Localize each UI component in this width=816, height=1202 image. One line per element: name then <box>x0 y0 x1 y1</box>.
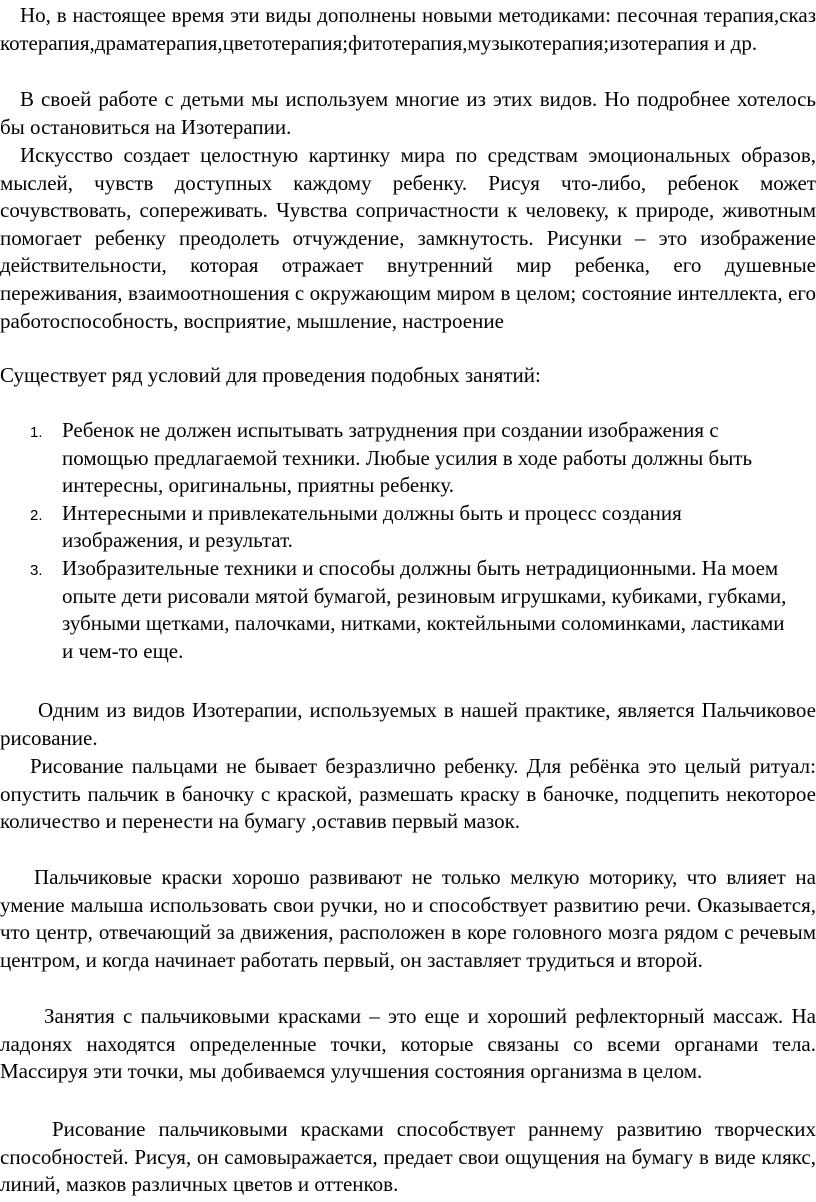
paragraph-creativity: Рисование пальчиковыми красками способствует раннему развитию творческих способностей. Рисуя, он самовыражается, предает свои ощущения на бумагу в виде клякс, линий, мазков различных цветов и оттенков. <box>0 1117 816 1197</box>
list-item-number: 3. <box>30 561 43 579</box>
list-item-text: Ребенок не должен испытывать затруднения при создании изображения с помощью предлагаемой техники. Любые усилия в ходе работы должны быть интересны, оригинальны, приятны ребенку. <box>62 418 753 498</box>
paragraph-isotherapy-focus: В своей работе с детьми мы используем многие из этих видов. Но подробнее хотелось бы остановиться на Изотерапии. <box>0 87 816 139</box>
paragraph-conditions-heading: Существует ряд условий для проведения подобных занятий: <box>0 363 541 387</box>
paragraph-massage: Занятия с пальчиковыми красками – это еще и хороший рефлекторный массаж. На ладонях находятся определенные точки, которые связаны со всеми органами тела. Массируя эти точки, мы добиваемся улучшения состояния организма в целом. <box>0 1004 816 1084</box>
list-item <box>0 417 816 500</box>
list-item <box>0 555 816 665</box>
list-item <box>0 500 816 555</box>
list-item-number: 2. <box>30 506 43 524</box>
list-item-text: Интересными и привлекательными должны быть и процесс создания изображения, и результат. <box>62 500 682 553</box>
paragraph-motor-skills: Пальчиковые краски хорошо развивают не только мелкую моторику, что влияет на умение малыша использовать свои ручки, но и способствует развитию речи. Оказывается, что центр, отвечающий за движения, расположен в коре головного мозга рядом с речевым центром, и когда начинает работать первый, он заставляет трудиться и второй. <box>0 865 816 972</box>
conditions-list <box>0 417 816 665</box>
paragraph-art-description: Искусство создает целостную картинку мира по средствам эмоциональных образов, мыслей, чувств доступных каждому ребенку. Рисуя что-либо, ребенок может сочувствовать, сопереживать. Чувства сопричастности к человеку, к природе, животным помогает ребенку преодолеть отчуждение, замкнутость. Рисунки – это изображение действительности, которая отражает внутренний мир ребенка, его душевные переживания, взаимоотношения с окружающим миром в целом; состояние интеллекта, его работоспособность, восприятие, мышление, настроение <box>0 143 816 333</box>
paragraph-finger-painting-ritual: Рисование пальцами не бывает безразлично ребенку. Для ребёнка это целый ритуал: опустить пальчик в баночку с краской, размешать краску в баночке, подцепить некоторое количество и перенести на бумагу ,оставив первый мазок. <box>0 754 816 834</box>
paragraph-methods-intro: Но, в настоящее время эти виды дополнены новыми методиками: песочная терапия,сказкотерапия,драматерапия,цветотерапия;фитотерапия,музыкотерапия;изотерапия и др. <box>0 3 816 55</box>
paragraph-finger-painting-intro: Одним из видов Изотерапии, используемых в нашей практике, является Пальчиковое рисование. <box>0 698 816 750</box>
list-item-text: Изобразительные техники и способы должны быть нетрадиционными. На моем опыте дети рисовали мятой бумагой, резиновым игрушками, кубиками, губками, зубными щетками, палочками, нитками, коктейльными соломинками, ластиками и чем-то еще. <box>62 555 787 663</box>
list-item-number: 1. <box>30 424 43 441</box>
